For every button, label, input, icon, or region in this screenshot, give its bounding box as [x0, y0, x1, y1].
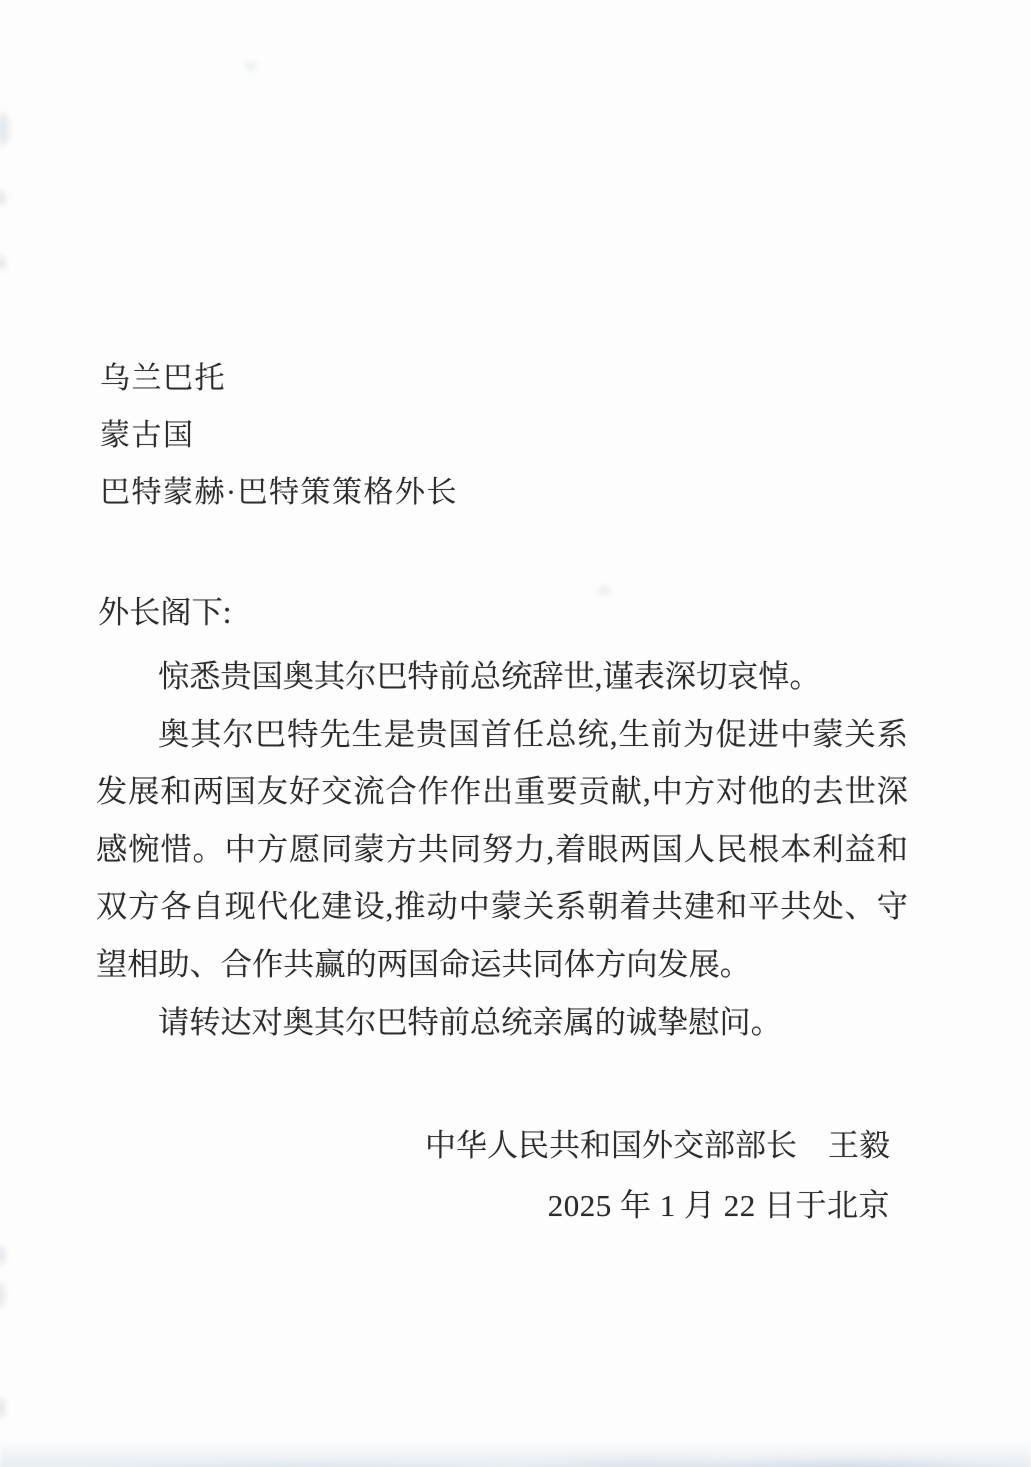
body-line-1: 惊悉贵国奥其尔巴特前总统辞世,谨表深切哀悼。 [158, 659, 821, 694]
recipient-address-block [100, 350, 458, 521]
scan-artifact-bottom-band [0, 1431, 1031, 1467]
body-line-3: 发展和两国友好交流合作作出重要贡献,中方对他的去世深 [96, 774, 908, 810]
recipient-city: 乌兰巴托 [100, 362, 226, 395]
date-line: 2025 年 1 月 22 日于北京 [547, 1188, 890, 1223]
body-line-6: 望相助、合作共赢的两国命运共同体方向发展。 [96, 946, 751, 982]
salutation: 外长阁下: [98, 595, 232, 630]
recipient-addressee: 巴特蒙赫·巴特策策格外长 [100, 476, 458, 509]
letter-body [96, 648, 908, 1051]
scan-artifact [245, 62, 257, 71]
body-line-4: 感惋惜。中方愿同蒙方共同努力,着眼两国人民根本利益和 [96, 831, 908, 867]
body-line-7: 请转达对奥其尔巴特前总统亲属的诚挚慰问。 [158, 1004, 782, 1040]
signature-line: 中华人民共和国外交部部长 王毅 [425, 1128, 890, 1163]
body-line-2: 奥其尔巴特先生是贵国首任总统,生前为促进中蒙关系 [158, 716, 908, 752]
signoff-block [425, 1116, 890, 1236]
body-line-5: 双方各自现代化建设,推动中蒙关系朝着共建和平共处、守 [96, 889, 908, 925]
recipient-country: 蒙古国 [100, 419, 195, 452]
scan-artifact [598, 586, 611, 595]
